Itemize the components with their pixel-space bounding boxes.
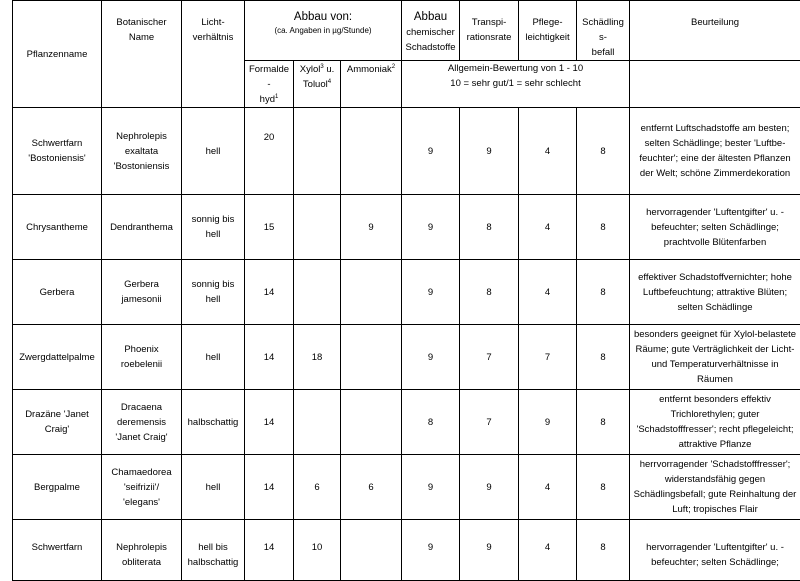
footnote-3: 3: [320, 64, 323, 70]
header-lichtverhaeltnis: [182, 1, 245, 108]
cell-formaldehyd: 15: [245, 195, 294, 260]
cell-pflege: 4: [519, 195, 577, 260]
cell-pflege: 9: [519, 390, 577, 455]
table-row: [13, 260, 800, 325]
cell-formaldehyd: 14: [245, 325, 294, 390]
cell-pflanzenname: Drazäne 'Janet Craig': [13, 390, 102, 455]
cell-beurteilung: herrvorragender 'Schadstofffresser'; widerstandsfähig gegen Schädlingsbefall; gute Reinhaltung der Luft; tropisches Flair: [630, 455, 800, 520]
header-pflegeleichtigkeit: [519, 1, 577, 61]
cell-formaldehyd: 14: [245, 390, 294, 455]
header-botanischer-name: [102, 1, 182, 108]
header-row-main: [13, 1, 800, 61]
cell-ammoniak: [341, 325, 402, 390]
cell-botanischer-name: Phoenix roebelenii: [102, 325, 182, 390]
header-schaed-line1: Schädlings-: [580, 15, 626, 45]
cell-schadstoffe: 9: [402, 260, 460, 325]
cell-botanischer-name: Gerbera jamesonii: [102, 260, 182, 325]
header-beurteilung: [630, 1, 800, 61]
header-ammoniak: [341, 61, 402, 108]
table-row: [13, 108, 800, 195]
cell-beurteilung: entfernt besonders effektiv Trichlorethylen; guter 'Schadstofffresser'; recht pflegeleicht; attraktive Pflanze: [630, 390, 800, 455]
cell-xylol: [294, 390, 341, 455]
cell-licht: hell bis halbschattig: [182, 520, 245, 581]
cell-schadstoffe: 9: [402, 520, 460, 581]
cell-xylol: [294, 195, 341, 260]
cell-transpiration: 7: [460, 325, 519, 390]
cell-pflanzenname: Schwertfarn: [13, 520, 102, 581]
header-abbau-einheit: (ca. Angaben in µg/Stunde): [248, 25, 398, 36]
table-row: [13, 390, 800, 455]
cell-botanischer-name: Dendranthema: [102, 195, 182, 260]
header-abbau-von-title: Abbau von:: [248, 9, 398, 25]
header-abbau-schadstoffe: [402, 1, 460, 61]
cell-schaedlinge: 8: [577, 108, 630, 195]
cell-formaldehyd: 14: [245, 520, 294, 581]
cell-schaedlinge: 8: [577, 455, 630, 520]
cell-ammoniak: 6: [341, 455, 402, 520]
header-pflanzenname: [13, 1, 102, 108]
cell-ammoniak: [341, 520, 402, 581]
header-allgemein-bewertung: [402, 61, 630, 108]
header-abbau-schad-line1: Abbau: [405, 9, 456, 25]
cell-beurteilung: effektiver Schadstoffvernichter; hohe Luftbefeuchtung; attraktive Blüten; selten Schädlinge: [630, 260, 800, 325]
header-licht-line1: Licht-: [185, 15, 241, 30]
header-schaedlingsbefall: [577, 1, 630, 61]
header-transp-line1: Transpi-: [463, 15, 515, 30]
header-abbau-von: [245, 1, 402, 61]
cell-licht: hell: [182, 325, 245, 390]
cell-ammoniak: [341, 108, 402, 195]
header-beurteilung-text: Beurteilung: [691, 17, 739, 28]
header-pflanzenname-text: Pflanzenname: [27, 49, 88, 60]
cell-schadstoffe: 9: [402, 108, 460, 195]
header-pflege-line2: leichtigkeit: [522, 30, 573, 45]
footnote-2: 2: [392, 64, 395, 70]
cell-schadstoffe: 9: [402, 325, 460, 390]
cell-botanischer-name: Chamaedorea 'seifrizii'/ 'elegans': [102, 455, 182, 520]
header-toluol: Toluol: [303, 79, 328, 90]
cell-ammoniak: 9: [341, 195, 402, 260]
cell-pflege: 4: [519, 520, 577, 581]
cell-pflege: 4: [519, 260, 577, 325]
table-row: [13, 325, 800, 390]
cell-xylol: 6: [294, 455, 341, 520]
cell-transpiration: 8: [460, 195, 519, 260]
cell-schaedlinge: 8: [577, 325, 630, 390]
cell-transpiration: 9: [460, 520, 519, 581]
cell-licht: hell: [182, 455, 245, 520]
cell-licht: halbschattig: [182, 390, 245, 455]
header-bewertung-line2: 10 = sehr gut/1 = sehr schlecht: [405, 76, 626, 91]
cell-schadstoffe: 8: [402, 390, 460, 455]
cell-licht: sonnig bis hell: [182, 195, 245, 260]
header-formaldehyd-line2: hyd: [260, 94, 275, 105]
cell-botanischer-name: Nephrolepis exaltata 'Bostoniensis: [102, 108, 182, 195]
cell-formaldehyd: 14: [245, 455, 294, 520]
cell-transpiration: 8: [460, 260, 519, 325]
cell-transpiration: 7: [460, 390, 519, 455]
cell-formaldehyd: 14: [245, 260, 294, 325]
header-licht-line2: verhältnis: [185, 30, 241, 45]
cell-pflege: 7: [519, 325, 577, 390]
header-transpirationsrate: [460, 1, 519, 61]
header-xylol-toluol: [294, 61, 341, 108]
cell-licht: sonnig bis hell: [182, 260, 245, 325]
cell-xylol: 18: [294, 325, 341, 390]
cell-beurteilung: besonders geeignet für Xylol-belastete Räume; gute Verträglichkeit der Licht- und Temperaturverhältnisse in Räumen: [630, 325, 800, 390]
header-xylol: Xylol: [300, 64, 321, 75]
cell-pflanzenname: Chrysantheme: [13, 195, 102, 260]
table-row: [13, 195, 800, 260]
header-bewertung-line1: Allgemein-Bewertung von 1 - 10: [405, 61, 626, 76]
header-botanischer-line2: Name: [105, 30, 178, 45]
cell-schaedlinge: 8: [577, 390, 630, 455]
table-row: [13, 455, 800, 520]
header-botanischer-line1: Botanischer: [105, 15, 178, 30]
header-formaldehyd: [245, 61, 294, 108]
cell-beurteilung: entfernt Luftschadstoffe am besten; selten Schädlinge; bester 'Luftbe-feuchter'; eine der ältesten Pflanzen der Welt; schöne Zimmerdekoration: [630, 108, 800, 195]
cell-licht: hell: [182, 108, 245, 195]
cell-beurteilung: hervorragender 'Luftentgifter' u. -befeuchter; selten Schädlinge;: [630, 520, 800, 581]
header-pflege-line1: Pflege-: [522, 15, 573, 30]
cell-beurteilung: hervorragender 'Luftentgifter' u. -befeuchter; selten Schädlinge; prachtvolle Blütenfarben: [630, 195, 800, 260]
header-beurteilung-blank: [630, 61, 800, 108]
header-transp-line2: rationsrate: [463, 30, 515, 45]
cell-xylol: [294, 108, 341, 195]
header-schaed-line2: befall: [580, 45, 626, 60]
header-formaldehyd-line1: Formalde-: [248, 62, 290, 92]
cell-transpiration: 9: [460, 108, 519, 195]
cell-botanischer-name: Nephrolepis obliterata: [102, 520, 182, 581]
cell-pflanzenname: Bergpalme: [13, 455, 102, 520]
cell-schaedlinge: 8: [577, 260, 630, 325]
cell-ammoniak: [341, 260, 402, 325]
cell-pflanzenname: Gerbera: [13, 260, 102, 325]
header-abbau-schad-line3: Schadstoffe: [405, 40, 456, 55]
cell-pflege: 4: [519, 108, 577, 195]
cell-botanischer-name: Dracaena deremensis 'Janet Craig': [102, 390, 182, 455]
table-row: [13, 520, 800, 581]
cell-xylol: [294, 260, 341, 325]
header-ammoniak-text: Ammoniak: [347, 64, 392, 75]
header-abbau-schad-line2: chemischer: [405, 25, 456, 40]
cell-pflege: 4: [519, 455, 577, 520]
cell-pflanzenname: Zwergdattelpalme: [13, 325, 102, 390]
cell-schaedlinge: 8: [577, 195, 630, 260]
cell-schadstoffe: 9: [402, 195, 460, 260]
header-xylol-und: u.: [324, 64, 335, 75]
cell-transpiration: 9: [460, 455, 519, 520]
cell-schaedlinge: 8: [577, 520, 630, 581]
footnote-4: 4: [328, 79, 331, 85]
cell-pflanzenname: Schwertfarn 'Bostoniensis': [13, 108, 102, 195]
cell-formaldehyd: 20: [245, 108, 294, 195]
plant-comparison-table: [12, 0, 800, 581]
cell-schadstoffe: 9: [402, 455, 460, 520]
cell-xylol: 10: [294, 520, 341, 581]
footnote-1: 1: [275, 94, 278, 100]
cell-ammoniak: [341, 390, 402, 455]
